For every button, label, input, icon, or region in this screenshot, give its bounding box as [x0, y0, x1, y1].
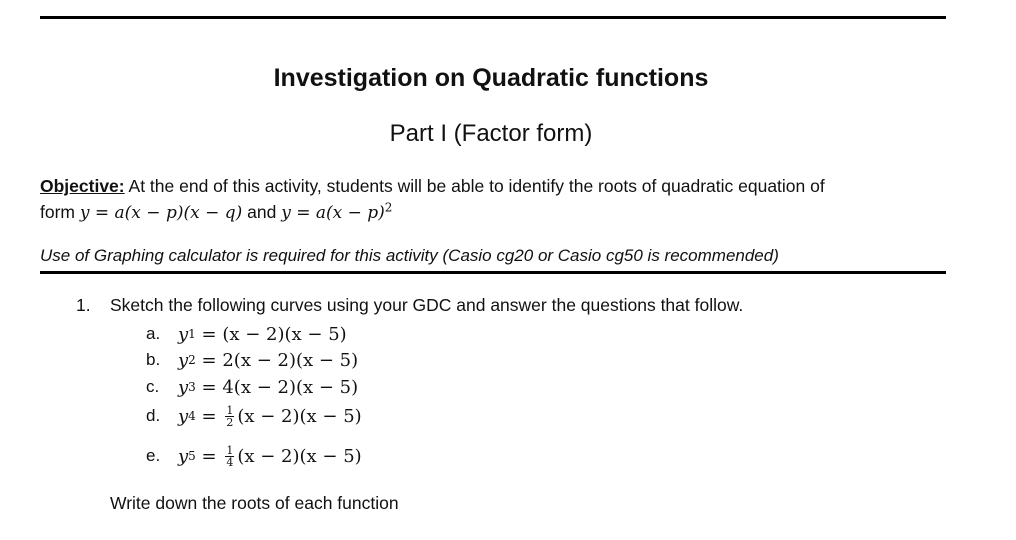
function-equation — [178, 445, 362, 468]
function-subscript: 5 — [188, 449, 196, 463]
item-letter: e. — [146, 446, 161, 465]
function-variable: y — [178, 405, 189, 427]
fraction-coefficient — [225, 405, 234, 428]
function-equation — [178, 350, 358, 371]
function-variable: y — [178, 349, 189, 371]
function-item — [146, 402, 362, 430]
function-item — [146, 346, 358, 374]
factored-expression: (x − 2)(x − 5) — [233, 376, 359, 398]
calculator-note: Use of Graphing calculator is required for this activity (Casio cg20 or Casio cg50 is recommended) — [40, 246, 779, 265]
factored-expression: (x − 2)(x − 5) — [233, 349, 359, 371]
question-number: 1. — [76, 295, 91, 315]
equals-sign: = — [195, 349, 223, 371]
coefficient: 4 — [222, 376, 234, 398]
function-item — [146, 320, 347, 348]
function-variable: y — [178, 323, 189, 345]
document-subtitle: Part I (Factor form) — [389, 120, 593, 147]
function-equation — [178, 405, 362, 428]
objective-connector: and — [242, 202, 282, 222]
fraction-coefficient — [225, 445, 234, 468]
item-letter: d. — [146, 406, 161, 425]
item-letter: a. — [146, 324, 161, 343]
function-subscript: 2 — [188, 353, 196, 367]
fraction-denominator: 4 — [226, 455, 234, 469]
fraction-numerator: 1 — [226, 443, 234, 457]
objective-text-line1: At the end of this activity, students will be able to identify the roots of quadratic equation of — [124, 176, 825, 196]
item-letter: b. — [146, 350, 161, 369]
equals-sign: = — [195, 376, 223, 398]
fraction-numerator: 1 — [226, 403, 234, 417]
repeated-root-formula: $y = a(x - p)^2$ — [281, 200, 393, 223]
objective-text-line2-prefix: form — [40, 202, 80, 222]
question-text: Sketch the following curves using your GDC and answer the questions that follow. — [110, 295, 744, 315]
followup-instruction: Write down the roots of each function — [110, 493, 399, 513]
function-item — [146, 373, 358, 401]
objective-label: Objective: — [40, 176, 125, 196]
function-subscript: 1 — [188, 327, 196, 341]
top-rule — [40, 16, 946, 19]
document-title: Investigation on Quadratic functions — [273, 64, 709, 92]
function-variable: y — [178, 445, 189, 467]
function-equation — [178, 377, 358, 398]
fraction-denominator: 2 — [226, 415, 234, 429]
item-letter: c. — [146, 377, 160, 396]
factor-form-formula: y = a(x − p)(x − q) — [79, 203, 243, 223]
equals-sign: = — [195, 323, 223, 345]
function-variable: y — [178, 376, 189, 398]
formula-exponent: 2 — [384, 200, 393, 215]
equals-sign: = — [195, 405, 223, 427]
function-equation — [178, 324, 347, 345]
function-subscript: 4 — [188, 409, 196, 423]
section-rule — [40, 271, 946, 274]
factored-expression: (x − 2)(x − 5) — [237, 445, 362, 467]
objective-paragraph — [40, 173, 960, 226]
function-subscript: 3 — [188, 380, 196, 394]
coefficient: 2 — [222, 349, 234, 371]
factored-expression: (x − 2)(x − 5) — [222, 323, 347, 345]
function-item — [146, 442, 362, 470]
factored-expression: (x − 2)(x − 5) — [237, 405, 362, 427]
equals-sign: = — [195, 445, 223, 467]
